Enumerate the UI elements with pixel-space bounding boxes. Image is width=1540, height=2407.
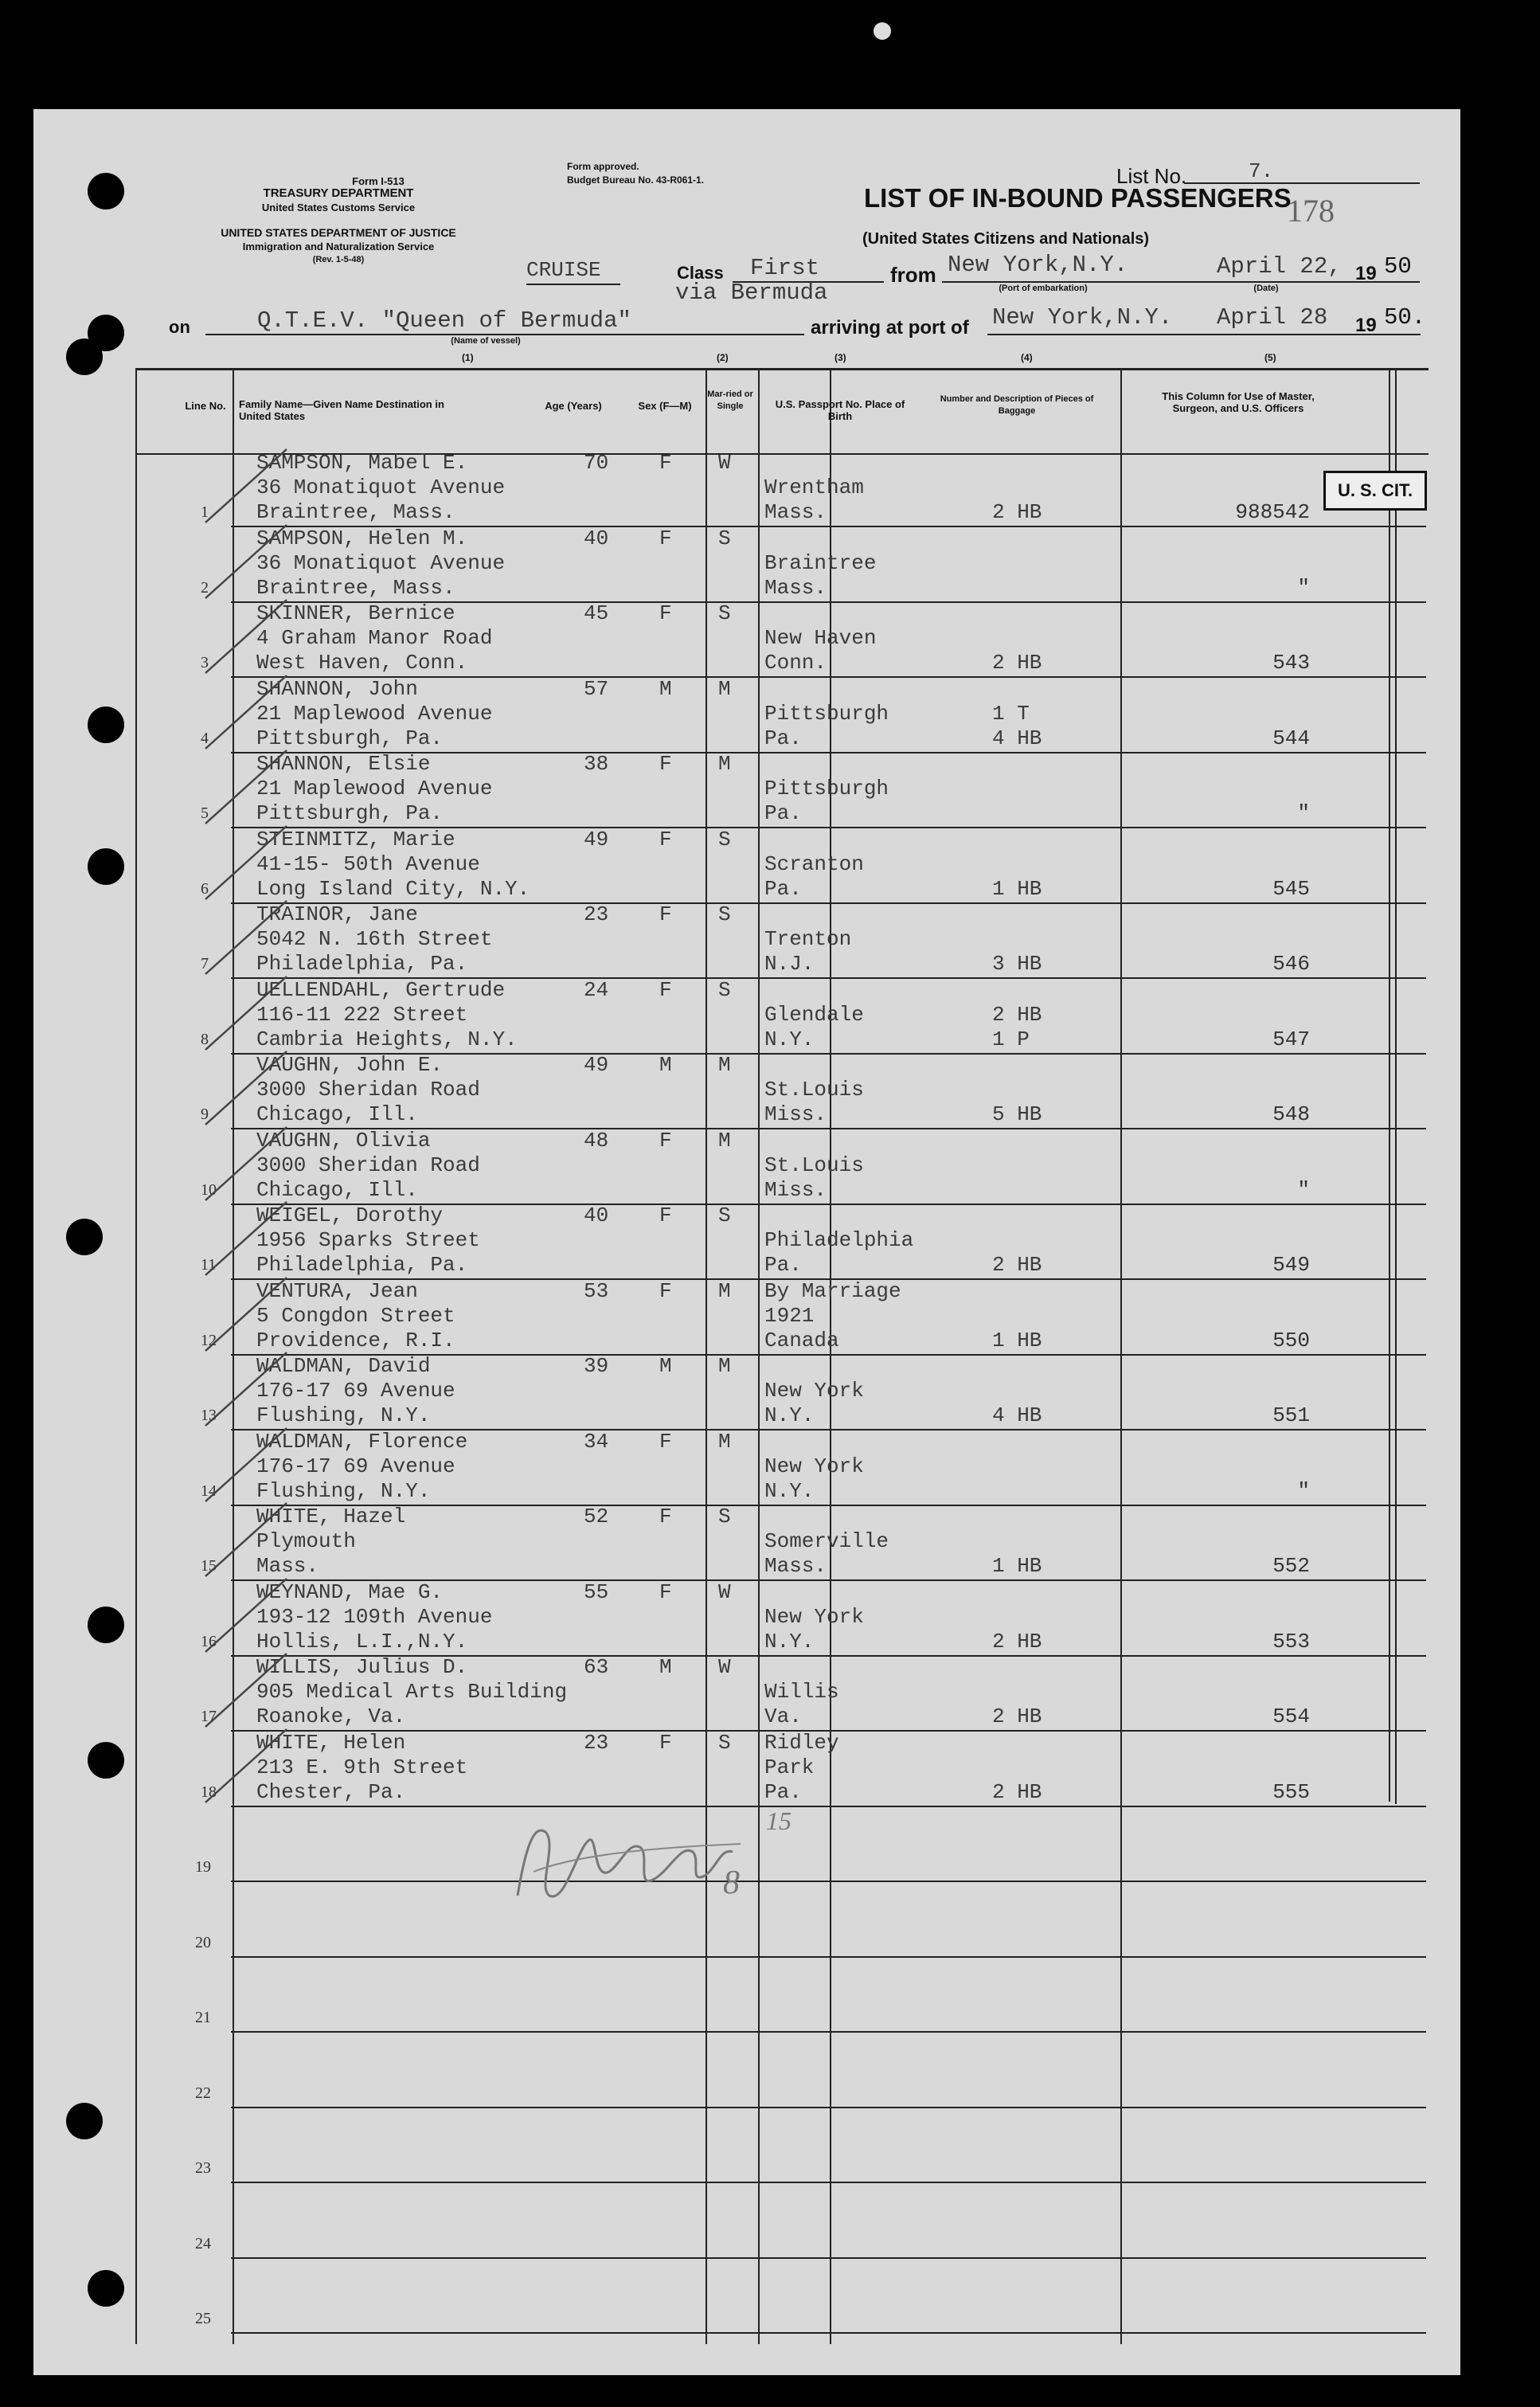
passenger-marital: S [718,1505,731,1528]
passenger-marital: M [718,752,731,776]
edge-mark [1486,1856,1518,1904]
passenger-name: WHITE, Hazel [256,1505,406,1528]
col-rule [830,370,831,2344]
passenger-address-2: Pittsburgh, Pa. [256,726,444,750]
date-caption: (Date) [1253,284,1279,293]
passenger-name: WILLIS, Julius D. [256,1655,468,1679]
passenger-address-1: 1956 Sparks Street [256,1228,480,1252]
arrival-year-prefix: 19 [1355,315,1377,336]
passenger-name: VAUGHN, John E. [256,1053,444,1077]
line-number: 13 [201,1407,217,1424]
arriving-label: arriving at port of [811,317,969,339]
header-age: Age (Years) [545,400,602,412]
line-number: 5 [201,804,209,822]
birthplace-2: Pittsburgh [764,701,889,726]
punch-hole [874,22,891,40]
baggage-2: 3 HB [992,952,1042,976]
check-mark [199,1196,295,1283]
check-mark [199,1121,295,1208]
us-citizen-stamp: U. S. CIT. [1323,471,1427,511]
baggage-2: 4 HB [992,1403,1042,1427]
arrival-year: 50. [1384,304,1426,331]
passenger-name: SHANNON, John [256,676,418,701]
passenger-address-2: Flushing, N.Y. [256,1403,431,1427]
passenger-name: SHANNON, Elsie [256,752,431,776]
baggage-2: 2 HB [992,651,1042,675]
passenger-marital: M [718,676,731,701]
passenger-sex: F [659,526,672,550]
header-line-no: Line No. [185,400,226,412]
row-rule [231,1505,1426,1506]
passenger-address-1: 193-12 109th Avenue [256,1604,493,1629]
row-rule [231,1956,1426,1958]
check-mark [199,1271,295,1359]
embark-caption: (Port of embarkation) [999,284,1088,293]
birthplace-2: New Haven [764,626,877,650]
check-mark [199,970,295,1058]
line-number: 21 [195,2009,211,2026]
line-number: 20 [195,1933,211,1951]
passenger-sex: F [659,601,672,625]
birthplace-3: Miss. [764,1177,827,1202]
passenger-address-2: Philadelphia, Pa. [256,952,468,976]
passenger-sex: F [659,1128,672,1153]
line-number: 3 [201,654,209,671]
passenger-age: 49 [584,1053,609,1077]
officer-number: 545 [1272,876,1310,901]
passenger-name: SKINNER, Bernice [256,601,455,625]
birthplace-3: Mass. [764,575,827,600]
passenger-name: UELLENDAHL, Gertrude [256,977,506,1002]
treasury-dept: TREASURY DEPARTMENT [263,186,414,200]
passenger-sex: M [659,1354,672,1378]
baggage-2: 1 HB [992,1328,1042,1352]
birthplace-2: New York [764,1454,864,1478]
check-mark [199,1045,295,1133]
passenger-address-2: Pittsburgh, Pa. [256,801,444,825]
class-label: Class [677,263,724,283]
baggage-2: 2 HB [992,1629,1042,1654]
birthplace-3: Mass. [764,1554,827,1578]
officer-number: 551 [1272,1403,1310,1427]
punch-hole [88,1607,124,1643]
line-number: 19 [195,1858,211,1876]
passenger-marital: S [718,902,731,926]
passenger-marital: S [718,1204,731,1227]
officer-number: 554 [1272,1704,1310,1728]
passenger-address-1: 36 Monatiquot Avenue [256,550,506,575]
passenger-age: 45 [584,601,609,625]
passenger-marital: W [718,1579,731,1604]
baggage-2: 2 HB [992,1704,1042,1728]
baggage-2: 4 HB [992,726,1042,750]
header-name: Family Name—Given Name Destination in United States [239,398,444,422]
officer-number: " [1297,1177,1310,1202]
line-number: 9 [201,1106,209,1123]
officer-number: 553 [1272,1629,1310,1654]
row-rule [231,2107,1426,2108]
passenger-address-1: 176-17 69 Avenue [256,1379,455,1403]
passenger-address-1: 905 Medical Arts Building [256,1680,568,1704]
via-route: via Bermuda [675,280,828,306]
punch-hole [88,848,124,885]
passenger-age: 34 [584,1429,609,1454]
list-no-label: List No. [1116,164,1187,188]
officer-number: 555 [1272,1779,1310,1804]
col-index-1: (1) [462,352,474,363]
birthplace-2: Braintree [764,550,877,575]
passenger-name: TRAINOR, Jane [256,902,418,926]
punch-hole [88,173,124,209]
passenger-name: SAMPSON, Mabel E. [256,451,468,475]
birthplace-2: Glendale [764,1002,864,1027]
check-mark [199,894,295,982]
passenger-age: 39 [584,1354,609,1378]
check-mark [199,519,295,606]
passenger-name: WHITE, Helen [256,1730,406,1755]
birthplace-2: Wrentham [764,476,864,499]
cruise-marker: CRUISE [526,258,601,282]
baggage-1: 2 HB [992,1002,1042,1027]
passenger-address-1: 4 Graham Manor Road [256,626,493,650]
justice-dept: UNITED STATES DEPARTMENT OF JUSTICE [221,226,456,239]
passenger-address-1: 3000 Sheridan Road [256,1078,480,1102]
passenger-sex: F [659,752,672,776]
header-married: Mar-ried or Single [707,389,753,411]
passenger-address-2: Mass. [256,1554,319,1578]
passenger-sex: F [659,1429,672,1454]
line-number: 2 [201,578,209,597]
passenger-marital: S [718,827,731,851]
officer-number: 549 [1272,1253,1310,1277]
row-rule [231,2182,1426,2183]
passenger-sex: F [659,1505,672,1528]
passenger-marital: S [718,526,731,550]
birthplace-2: Park [764,1755,815,1779]
passenger-marital: M [718,1354,731,1378]
birthplace-3: Conn. [764,651,827,675]
birthplace-3: Va. [764,1704,802,1728]
on-label: on [169,317,190,337]
passenger-sex: F [659,977,672,1002]
customs-service: United States Customs Service [261,202,416,213]
vessel-caption: (Name of vessel) [451,336,521,346]
birthplace-2: Pittsburgh [764,777,889,800]
passenger-name: VAUGHN, Olivia [256,1128,431,1153]
passenger-age: 24 [584,977,609,1002]
budget-bureau: Budget Bureau No. 43-R061-1. [567,174,705,186]
line-number: 23 [195,2159,211,2177]
punch-hole [66,1219,103,1255]
birthplace-3: N.Y. [764,1478,815,1503]
passenger-sex: F [659,1204,672,1227]
passenger-address-2: Roanoke, Va. [256,1704,406,1728]
check-mark [199,593,295,681]
punch-hole [66,339,103,375]
birthplace-3: Miss. [764,1102,827,1126]
baggage-2: 5 HB [992,1102,1042,1126]
passenger-sex: F [659,451,672,475]
birthplace-3: N.Y. [764,1403,815,1427]
check-mark [199,1723,295,1810]
check-mark [199,669,295,757]
line-number: 25 [195,2310,211,2327]
baggage-2: 1 P [992,1027,1030,1051]
passenger-marital: W [718,1655,731,1679]
birthplace-2: New York [764,1379,864,1403]
officer-number: 548 [1272,1102,1310,1126]
class-value: First [750,255,820,281]
line-number: 8 [201,1030,209,1048]
birthplace-1: By Marriage [764,1278,901,1303]
birthplace-2: Trenton [764,927,852,951]
from-port: New York,N.Y. [948,252,1128,278]
birthplace-1: Ridley [764,1730,839,1755]
document-title: LIST OF IN-BOUND PASSENGERS [864,183,1292,213]
check-mark [199,744,295,832]
birthplace-2: Philadelphia [764,1228,914,1252]
birthplace-3: Pa. [764,726,802,750]
passenger-marital: S [718,977,731,1002]
passenger-sex: F [659,902,672,926]
birthplace-2: Willis [764,1680,839,1704]
passenger-address-1: 36 Monatiquot Avenue [256,476,506,499]
check-mark [199,1422,295,1509]
baggage-2: 1 HB [992,876,1042,901]
birthplace-2: Somerville [764,1529,889,1553]
header-sex: Sex (F—M) [638,400,692,412]
punch-hole [88,2270,124,2307]
list-no-value: 7. [1249,159,1274,183]
officer-number: 546 [1272,952,1310,976]
baggage-2: 2 HB [992,1779,1042,1804]
form-approved: Form approved. [567,161,639,172]
passenger-address-2: Chicago, Ill. [256,1177,418,1202]
punch-hole [88,706,124,743]
check-mark [199,443,295,530]
from-label: from [890,263,936,287]
passenger-name: WEYNAND, Mae G. [256,1579,444,1604]
passenger-address-1: Plymouth [256,1529,356,1553]
passenger-address-2: Flushing, N.Y. [256,1478,431,1503]
line-number: 6 [201,879,209,898]
passenger-address-2: Providence, R.I. [256,1328,455,1352]
header-baggage: Number and Description of Pieces of Baggage [940,394,1094,416]
passenger-marital: W [718,451,731,475]
header-passport: U.S. Passport No. Place of Birth [775,398,905,422]
row-rule [231,2031,1426,2033]
officer-number: 547 [1272,1027,1310,1051]
passenger-address-1: 213 E. 9th Street [256,1755,468,1779]
passenger-sex: F [659,1278,672,1303]
passenger-address-1: 5042 N. 16th Street [256,927,493,951]
passenger-name: STEINMITZ, Marie [256,827,455,851]
passenger-address-1: 21 Maplewood Avenue [256,777,493,800]
col-rule [706,370,707,2344]
margin-note-1: 15 [766,1806,791,1835]
passenger-address-2: Long Island City, N.Y. [256,876,530,901]
check-mark [199,1346,295,1434]
passenger-marital: M [718,1053,731,1077]
passenger-marital: S [718,1730,731,1755]
line-number: 14 [201,1481,217,1500]
col-index-3: (3) [834,352,846,363]
baggage-2: 2 HB [992,1253,1042,1277]
passenger-marital: M [718,1128,731,1153]
line-number: 4 [201,729,209,747]
officer-number: 543 [1272,651,1310,675]
check-mark [199,820,295,907]
birthplace-3: Pa. [764,1253,802,1277]
col-rule [758,370,760,2344]
passenger-age: 52 [584,1505,609,1528]
passenger-age: 63 [584,1655,609,1679]
passenger-address-1: 3000 Sheridan Road [256,1153,480,1177]
baggage-1: 1 T [992,701,1030,726]
officer-number: " [1297,801,1310,825]
departure-year-prefix: 19 [1355,263,1377,284]
passenger-age: 38 [584,752,609,776]
line-number: 11 [201,1256,217,1274]
vessel-name: Q.T.E.V. "Queen of Bermuda" [257,307,631,334]
line-number: 16 [201,1632,217,1650]
officer-number: 550 [1272,1328,1310,1352]
ins-service: Immigration and Naturalization Service [242,241,435,252]
punch-hole [66,2103,103,2139]
header-officers: This Column for Use of Master, Surgeon, and U.S. Officers [1162,390,1315,414]
birthplace-3: Pa. [764,1779,802,1804]
birthplace-2: New York [764,1604,864,1629]
passenger-sex: F [659,1730,672,1755]
page-stamp-number: 178 [1287,193,1335,229]
passenger-address-2: Philadelphia, Pa. [256,1253,468,1277]
passenger-sex: M [659,1053,672,1077]
birthplace-2: 1921 [764,1303,815,1328]
line-number: 24 [195,2234,211,2252]
passenger-age: 49 [584,827,609,851]
passenger-name: VENTURA, Jean [256,1278,418,1303]
passenger-sex: F [659,1579,672,1604]
passenger-name: WALDMAN, Florence [256,1429,468,1454]
passenger-age: 23 [584,1730,609,1755]
birthplace-2: Scranton [764,851,864,876]
passenger-sex: F [659,827,672,851]
passenger-address-1: 21 Maplewood Avenue [256,701,493,726]
passenger-marital: M [718,1429,731,1454]
passenger-marital: M [718,1278,731,1303]
birthplace-3: Canada [764,1328,839,1352]
row-rule [231,2332,1426,2334]
passenger-name: WALDMAN, David [256,1354,431,1378]
passenger-address-2: Chicago, Ill. [256,1102,418,1126]
line-number: 7 [201,955,209,973]
baggage-2: 2 HB [992,500,1042,524]
passenger-age: 40 [584,526,609,550]
row-rule [231,2257,1426,2259]
officer-number: " [1297,1478,1310,1503]
departure-year: 50 [1384,253,1412,280]
table-right-rule [1389,368,1390,1802]
arrival-port: New York,N.Y. [992,304,1173,331]
punch-hole [88,1742,124,1779]
col-index-2: (2) [717,352,729,363]
passenger-sex: M [659,676,672,701]
passenger-age: 48 [584,1128,609,1153]
officer-number: " [1297,575,1310,600]
birthplace-3: N.Y. [764,1027,815,1051]
officer-number: 552 [1272,1554,1310,1578]
passenger-address-2: Braintree, Mass. [256,500,455,524]
margin-note-2: 8 [723,1865,740,1901]
passenger-address-2: Hollis, L.I.,N.Y. [256,1629,468,1654]
col-index-5: (5) [1264,352,1276,363]
passenger-marital: S [718,601,731,625]
revision: (Rev. 1-5-48) [312,255,365,264]
passenger-address-2: West Haven, Conn. [256,651,468,675]
birthplace-2: St.Louis [764,1153,864,1177]
officer-number: 544 [1272,726,1310,750]
passenger-name: SAMPSON, Helen M. [256,526,468,550]
birthplace-3: Pa. [764,876,802,901]
line-number: 22 [195,2084,211,2102]
passenger-address-1: 5 Congdon Street [256,1303,455,1328]
passenger-name: WEIGEL, Dorothy [256,1204,444,1227]
edge-mark [1487,1474,1519,1537]
baggage-2: 1 HB [992,1554,1042,1578]
col-rule [1395,370,1397,1804]
departure-date: April 22, [1217,253,1342,280]
birthplace-3: Mass. [764,500,827,524]
check-mark [199,1497,295,1584]
birthplace-3: Pa. [764,801,802,825]
passenger-address-1: 176-17 69 Avenue [256,1454,455,1478]
line-number: 10 [201,1180,217,1199]
birthplace-3: N.J. [764,952,815,976]
line-number: 1 [201,503,209,521]
birthplace-3: N.Y. [764,1629,815,1654]
line-number: 18 [201,1783,217,1801]
arrival-date: April 28 [1217,304,1328,331]
line-number: 12 [201,1331,217,1349]
passenger-address-1: 116-11 222 Street [256,1002,468,1027]
check-mark [199,1647,295,1735]
passenger-age: 55 [584,1579,609,1604]
passenger-age: 40 [584,1204,609,1227]
cruise-underline [526,284,620,285]
passenger-age: 57 [584,676,609,701]
passenger-address-2: Chester, Pa. [256,1779,406,1804]
passenger-sex: M [659,1655,672,1679]
line-number: 15 [201,1557,217,1575]
col-index-4: (4) [1021,352,1033,363]
passenger-address-2: Cambria Heights, N.Y. [256,1027,518,1051]
line-number: 17 [201,1708,217,1725]
passenger-address-1: 41-15- 50th Avenue [256,851,480,876]
form-number: Form I-513 [352,175,405,187]
passenger-age: 53 [584,1278,609,1303]
document-subtitle: (United States Citizens and Nationals) [862,230,1150,248]
passenger-age: 70 [584,451,609,475]
check-mark [199,1572,295,1660]
passenger-age: 23 [584,902,609,926]
passenger-address-2: Braintree, Mass. [256,575,455,600]
birthplace-2: St.Louis [764,1078,864,1102]
officer-number: 988542 [1235,500,1310,524]
col-rule [1120,370,1122,2344]
